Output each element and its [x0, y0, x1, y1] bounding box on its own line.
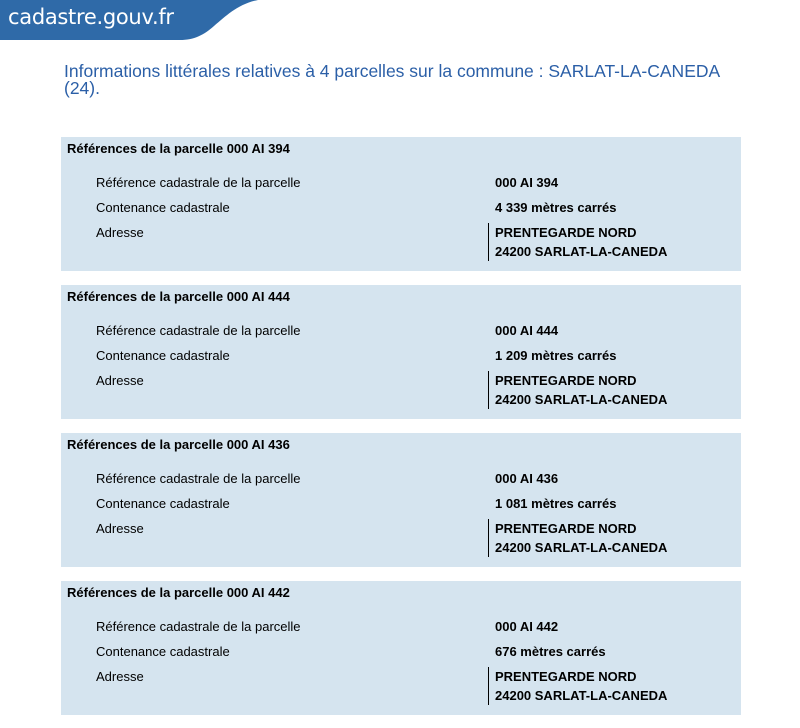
- contenance-label: Contenance cadastrale: [96, 348, 230, 363]
- parcel-panel-444: [61, 285, 741, 419]
- contenance-value: 676 mètres carrés: [495, 644, 606, 659]
- address-line-2: 24200 SARLAT-LA-CANEDA: [495, 392, 668, 407]
- contenance-value: 1 081 mètres carrés: [495, 496, 617, 511]
- parcel-panel-436: [61, 433, 741, 567]
- address-line-1: PRENTEGARDE NORD: [495, 373, 637, 388]
- contenance-value: 4 339 mètres carrés: [495, 200, 617, 215]
- address-line-2: 24200 SARLAT-LA-CANEDA: [495, 540, 668, 555]
- reference-label: Référence cadastrale de la parcelle: [96, 619, 301, 634]
- adresse-label: Adresse: [96, 225, 144, 240]
- parcel-panel-394: [61, 137, 741, 271]
- contenance-value: 1 209 mètres carrés: [495, 348, 617, 363]
- address-block: [488, 223, 667, 261]
- site-title[interactable]: cadastre.gouv.fr: [8, 5, 174, 29]
- site-header-banner: [0, 0, 260, 40]
- adresse-label: Adresse: [96, 669, 144, 684]
- address-line-1: PRENTEGARDE NORD: [495, 521, 637, 536]
- reference-label: Référence cadastrale de la parcelle: [96, 175, 301, 190]
- parcel-panel-442: [61, 581, 741, 715]
- reference-value: 000 AI 436: [495, 471, 559, 486]
- contenance-label: Contenance cadastrale: [96, 200, 230, 215]
- address-block: [488, 371, 667, 409]
- reference-value: 000 AI 444: [495, 323, 559, 338]
- address-line-2: 24200 SARLAT-LA-CANEDA: [495, 244, 668, 259]
- reference-value: 000 AI 394: [495, 175, 559, 190]
- address-line-1: PRENTEGARDE NORD: [495, 669, 637, 684]
- adresse-label: Adresse: [96, 521, 144, 536]
- parcel-title: Références de la parcelle 000 AI 442: [67, 585, 290, 600]
- address-block: [488, 519, 667, 557]
- contenance-label: Contenance cadastrale: [96, 644, 230, 659]
- address-block: [488, 667, 667, 705]
- intro-text: Informations littérales relatives à 4 parcelles sur la commune : SARLAT-LA-CANEDA (24).: [64, 61, 720, 98]
- address-line-2: 24200 SARLAT-LA-CANEDA: [495, 688, 668, 703]
- parcel-title: Références de la parcelle 000 AI 394: [67, 141, 290, 156]
- reference-label: Référence cadastrale de la parcelle: [96, 471, 301, 486]
- adresse-label: Adresse: [96, 373, 144, 388]
- reference-value: 000 AI 442: [495, 619, 559, 634]
- parcel-title: Références de la parcelle 000 AI 436: [67, 437, 290, 452]
- contenance-label: Contenance cadastrale: [96, 496, 230, 511]
- parcel-title: Références de la parcelle 000 AI 444: [67, 289, 290, 304]
- reference-label: Référence cadastrale de la parcelle: [96, 323, 301, 338]
- address-line-1: PRENTEGARDE NORD: [495, 225, 637, 240]
